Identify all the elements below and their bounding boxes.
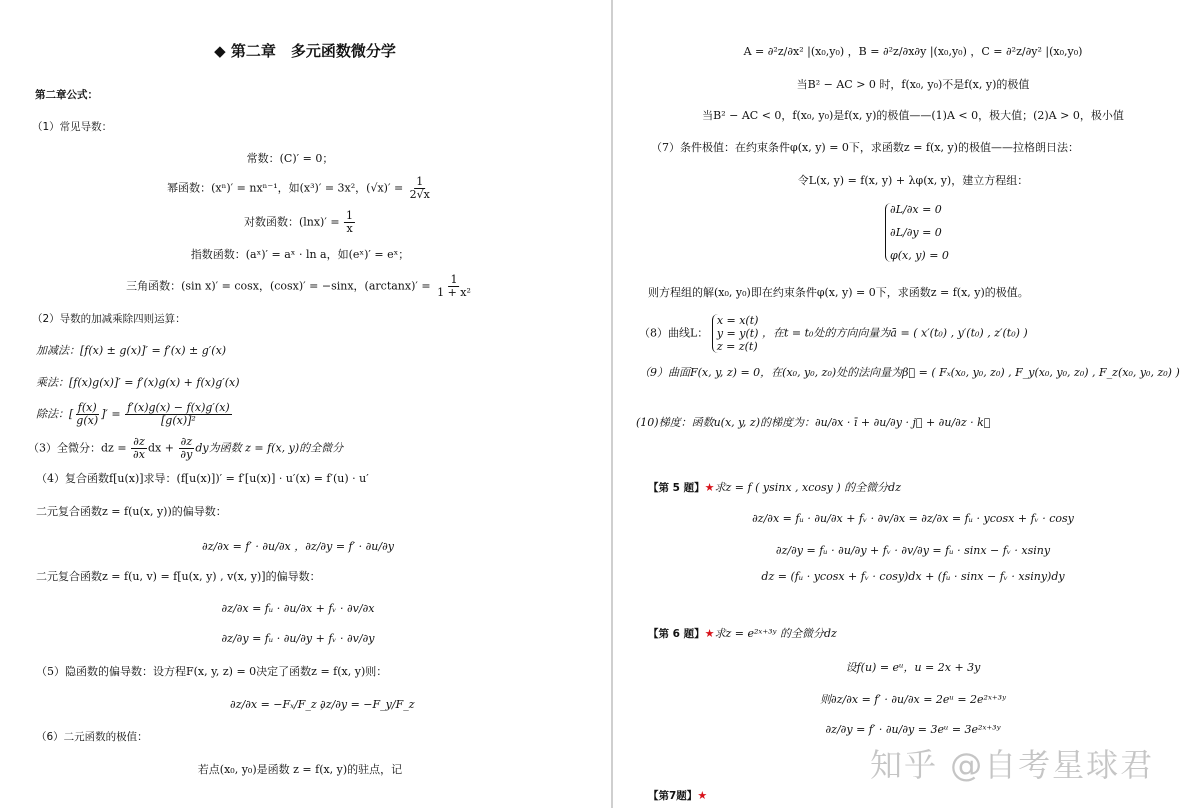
mul-rule: 乘法：[f(x)g(x)]′ = f′(x)g(x) + f(x)g′(x)	[36, 376, 240, 389]
question-5: 【第 5 题】★求z = f ( ysinx , xcosy ) 的全微分dz	[648, 481, 901, 494]
abc-definitions: A = ∂²z/∂x² |(x₀,y₀) ，B = ∂²z/∂x∂y |(x₀,y₀) ，C = ∂²z/∂y² |(x₀,y₀)	[743, 45, 1083, 58]
section-10-gradient: (10)梯度：函数u(x, y, z)的梯度为：∂u/∂x · ī + ∂u/∂y · j⃗ + ∂u/∂z · k⃗	[636, 416, 991, 429]
zhihu-watermark: 知乎 @自考星球君	[870, 746, 1155, 784]
composite-sub1: 二元复合函数z = f(u(x, y))的偏导数：	[36, 505, 227, 518]
log-derivative: 对数函数：(lnx)′ = $\frac{1}{x}$	[243, 209, 354, 235]
q5-line3: dz = (fᵤ · ycosx + fᵥ · cosy)dx + (fᵤ · sinx − fᵥ · xsiny)dy	[761, 570, 1065, 583]
q6-line2: 则∂z/∂x = f′ · ∂u/∂x = 2eᵘ = 2e²ˣ⁺³ʸ	[820, 693, 1006, 706]
question-7: 【第7题】★	[648, 789, 708, 802]
section-3-total-differential: （3）全微分：dz = $\frac{\partial z}{\partial x}$ dx + $\frac{\partial z}{\partial y}$ dy为函数 z = f(x, y)的全微分	[28, 435, 344, 461]
formula-heading: 第二章公式：	[35, 89, 98, 101]
question-6: 【第 6 题】★求z = e²ˣ⁺³ʸ 的全微分dz	[648, 627, 837, 640]
diamond-icon: ◆	[214, 42, 226, 60]
section-4-composite: （4）复合函数f[u(x)]求导：(f[u(x)])′ = f′[u(x)] · u′(x) = f′(u) · u′	[36, 472, 369, 485]
star-icon: ★	[704, 627, 715, 640]
composite-sub2-eq2: ∂z/∂y = fᵤ · ∂u/∂y + fᵥ · ∂v/∂y	[221, 632, 375, 645]
section-6-heading: （6）二元函数的极值：	[36, 731, 148, 743]
div-rule: 除法：[ $\frac{f(x)}{g(x)}$ ]′ = $\frac{f'(x)g(x) - f(x)g'(x)}{\text{[g(x)]²}}$	[36, 401, 230, 427]
section-5-implicit: （5）隐函数的偏导数：设方程F(x, y, z) = 0决定了函数z = f(x, y)则：	[36, 665, 388, 678]
composite-sub1-eq: ∂z/∂x = f′ · ∂u/∂x ，∂z/∂y = f′ · ∂u/∂y	[202, 540, 394, 553]
section-2-heading: （2）导数的加减乘除四则运算：	[32, 313, 186, 325]
implicit-eq2: ∂z/∂y = −F_y/F_z	[320, 698, 415, 711]
const-derivative: 常数：(C)′ = 0；	[246, 152, 334, 165]
section-9-surface: （9）曲面F(x, y, z) = 0，在(x₀, y₀, z₀)处的法向量为β⃗ = ( Fₓ(x₀, y₀, z₀) , F_y(x₀, y₀, z₀) , F_z(x₀, y₀, z₀) )	[639, 366, 1180, 379]
composite-sub2: 二元复合函数z = f(u, v) = f[u(x, y) , v(x, y)]的偏导数：	[36, 570, 321, 583]
add-rule: 加减法：[f(x) ± g(x)]′ = f′(x) ± g′(x)	[36, 344, 227, 357]
q5-line2: ∂z/∂y = fᵤ · ∂u/∂y + fᵥ · ∂v/∂y = fᵤ · sinx − fᵥ · xsiny	[775, 544, 1051, 557]
trig-derivative: 三角函数：(sin x)′ = cosx，(cosx)′ = −sinx，(arctanx)′ = $\frac{1}{\text{1 + x²}}$	[126, 273, 471, 299]
fraction: $\frac{1}{2√x}$	[409, 175, 430, 201]
cond-extremum: 当B² − AC < 0，f(x₀, y₀)是f(x, y)的极值——(1)A < 0，极大值；(2)A > 0，极小值	[702, 109, 1124, 122]
star-icon: ★	[697, 789, 708, 802]
lagrange-conclusion: 则方程组的解(x₀, y₀)即在约束条件φ(x, y) = 0下，求函数z = f(x, y)的极值。	[648, 286, 1029, 299]
cond-not-extremum: 当B² − AC > 0 时，f(x₀, y₀)不是f(x, y)的极值	[796, 78, 1030, 91]
composite-sub2-eq1: ∂z/∂x = fᵤ · ∂u/∂x + fᵥ · ∂v/∂x	[221, 602, 375, 615]
q5-line1: ∂z/∂x = fᵤ · ∂u/∂x + fᵥ · ∂v/∂x = ∂z/∂x = fᵤ · ycosx + fᵥ · cosy	[752, 512, 1074, 525]
q6-line1: 设f(u) = eᵘ，u = 2x + 3y	[845, 661, 981, 674]
exp-derivative: 指数函数：(aˣ)′ = aˣ · ln a，如(eˣ)′ = eˣ；	[190, 248, 410, 261]
power-derivative: 幂函数：(xⁿ)′ = nxⁿ⁻¹，如(x³)′ = 3x²，(√x)′ = $\frac{1}{2√x}$	[167, 175, 430, 201]
q6-line3: ∂z/∂y = f′ · ∂u/∂y = 3eᵘ = 3e²ˣ⁺³ʸ	[825, 723, 1001, 736]
section-8-curve: （8）曲线L： x = x(t) y = y(t) z = z(t) ，在t = t₀处的方向向量为ā = ( x′(t₀) , y′(t₀) , z′(t₀) )	[639, 314, 1028, 353]
chapter-title: ◆ 第二章 多元函数微分学	[214, 42, 396, 60]
lagrange-def: 令L(x, y) = f(x, y) + λφ(x, y)，建立方程组：	[797, 174, 1029, 187]
star-icon: ★	[704, 481, 715, 494]
implicit-eq1: ∂z/∂x = −Fₓ/F_z ，	[230, 698, 332, 711]
section-1-heading: （1）常见导数：	[32, 121, 113, 133]
stationary-point: 若点(x₀, y₀)是函数 z = f(x, y)的驻点，记	[197, 763, 403, 776]
lagrange-system: ∂L/∂x = 0 ∂L/∂y = 0 φ(x, y) = 0	[885, 203, 949, 262]
right-page	[613, 0, 1187, 808]
section-7-heading: （7）条件极值：在约束条件φ(x, y) = 0下，求函数z = f(x, y)的极值——拉格朗日法：	[651, 141, 1079, 154]
